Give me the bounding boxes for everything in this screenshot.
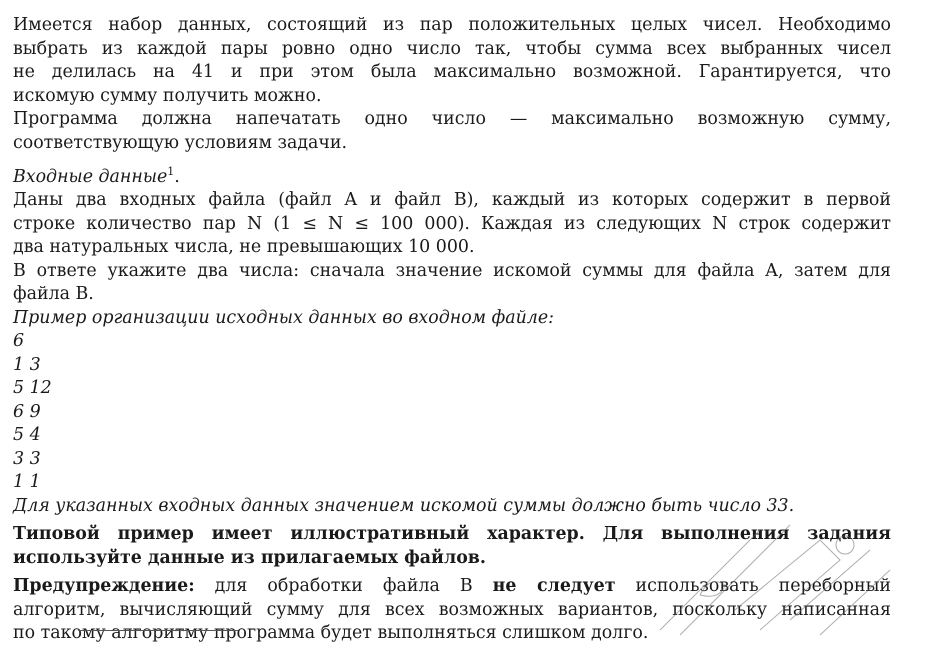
example-heading-text: Пример организации исходных данных во входном файле: [13, 307, 555, 328]
text-line: Программа должна напечатать одно число — максимально возможную сумму, [13, 109, 891, 129]
example-data [13, 330, 891, 495]
warning [13, 575, 891, 646]
text-line: искомую сумму получить можно. [13, 85, 322, 106]
text-line: В ответе укажите два числа: сначала значение искомой суммы для файла A, затем для [13, 260, 891, 281]
text-line: два натуральных числа, не превышающих 10 000. [13, 237, 475, 258]
text-line: не делилась на 41 и при этом была максимально возможной. Гарантируется, что [13, 62, 891, 82]
example-line: 1 3 [13, 354, 41, 375]
text-line: файла B. [13, 284, 94, 305]
example-line: 6 9 [13, 401, 41, 422]
example-line: 6 [13, 331, 25, 352]
example-result-text: Для указанных входных данных значением искомой суммы должно быть число 33. [13, 495, 795, 516]
warning-text: для обработки файла B [214, 576, 473, 597]
example-line: 3 3 [13, 448, 41, 469]
text-line: используйте данные из прилагаемых файлов. [13, 547, 486, 568]
document-page [13, 14, 891, 646]
text-line: соответствующую условиям задачи. [13, 132, 348, 153]
example-result [13, 495, 891, 519]
text-line: Имеется набор данных, состоящий из пар положительных целых чисел. Необходимо [13, 15, 891, 35]
example-line: 1 1 [13, 472, 41, 493]
text-line: выбрать из каждой пары ровно одно число так, чтобы сумма всех выбранных чисел [13, 38, 891, 59]
example-line: 5 4 [13, 425, 41, 446]
warning-label: Предупреждение: [13, 576, 195, 597]
bottom-rule [78, 630, 238, 633]
example-heading [13, 307, 891, 331]
warning-first-line [13, 575, 891, 599]
input-heading: Входные данные$^1$. [13, 165, 180, 187]
text-line: по такому алгоритму программа будет выполняться слишком долго. [13, 623, 649, 644]
input-heading-text: Входные данные [13, 166, 168, 187]
text-line: алгоритм, вычисляющий сумму для всех возможных вариантов, поскольку написанная [13, 599, 891, 620]
text-line: строке количество пар N (1 ≤ N ≤ 100 000). Каждая из следующих N строк содержит [13, 213, 891, 234]
input-description [13, 189, 891, 260]
warning-emphasis: не следует [492, 576, 616, 597]
problem-statement [13, 14, 891, 108]
text-line: Типовой пример имеет иллюстративный характер. Для выполнения задания [13, 524, 891, 545]
answer-instruction [13, 260, 891, 307]
example-line: 5 12 [13, 378, 52, 399]
note [13, 523, 891, 570]
warning-text: использовать переборный [635, 576, 892, 597]
output-requirement [13, 108, 891, 155]
text-line: Даны два входных файла (файл A и файл B), каждый из которых содержит в первой [13, 190, 891, 211]
footnote-marker: 1 [167, 165, 175, 178]
